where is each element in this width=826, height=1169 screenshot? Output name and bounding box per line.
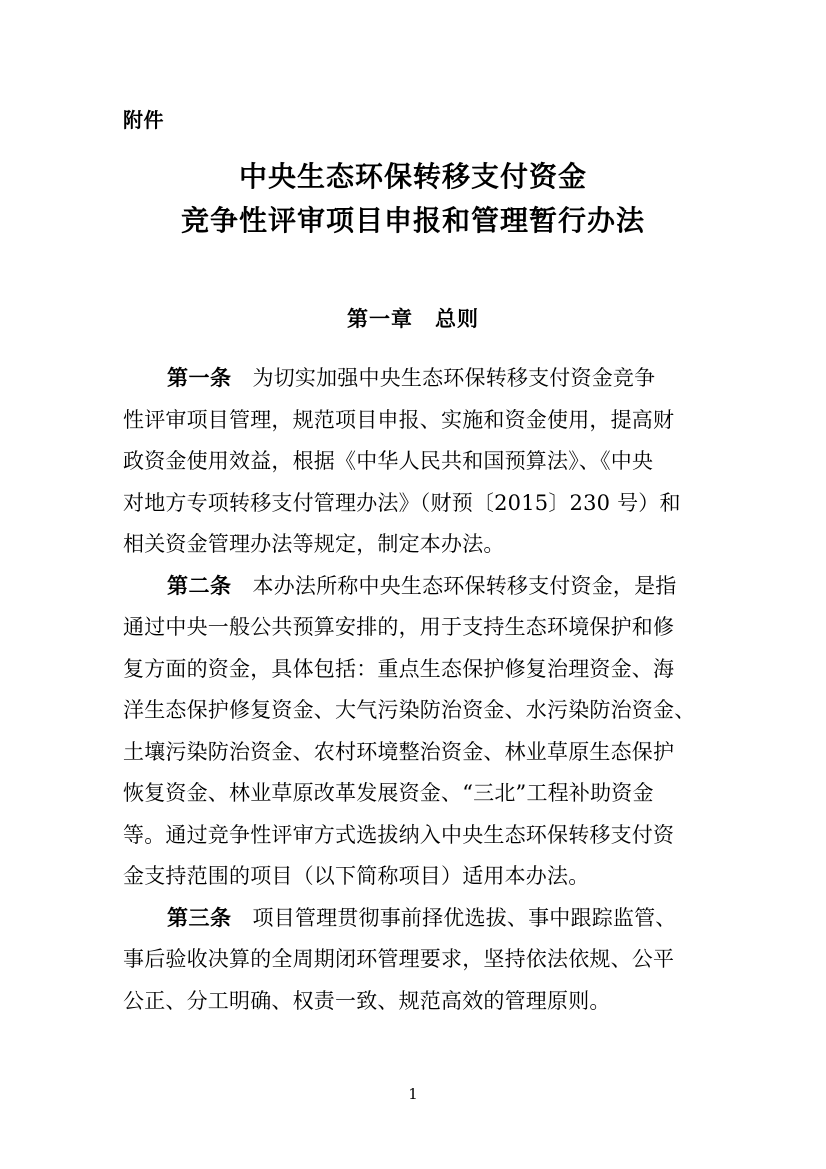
article-2-number: 第二条 bbox=[167, 573, 232, 598]
article-3-line-2: 事后验收决算的全周期闭环管理要求，坚持依法依规、公平 bbox=[123, 947, 675, 971]
article-1-number: 第一条 bbox=[167, 366, 232, 390]
article-2 bbox=[123, 566, 705, 898]
article-3-line-3: 公正、分工明确、权责一致、规范高效的管理原则。 bbox=[123, 988, 611, 1013]
document-body bbox=[123, 358, 705, 1022]
page-number: 1 bbox=[408, 1085, 418, 1103]
chapter-heading: 第一章 总则 bbox=[347, 307, 479, 331]
article-1 bbox=[123, 358, 705, 566]
article-2-line-2: 通过中央一般公共预算安排的，用于支持生态环境保护和修 bbox=[123, 615, 675, 639]
article-3-line-1 bbox=[123, 898, 705, 940]
article-1-line-2: 性评审项目管理，规范项目申报、实施和资金使用，提高财 bbox=[123, 407, 675, 432]
article-2-line-7: 等。通过竞争性评审方式选拔纳入中央生态环保转移支付资 bbox=[123, 822, 675, 847]
article-2-line-1 bbox=[123, 566, 705, 608]
article-1-line-1 bbox=[123, 358, 705, 400]
article-2-text-1: 本办法所称中央生态环保转移支付资金，是指 bbox=[252, 573, 677, 598]
article-3-text-1: 项目管理贯彻事前择优选拔、事中跟踪监管、 bbox=[252, 905, 677, 930]
article-2-line-3: 复方面的资金，具体包括：重点生态保护修复治理资金、海 bbox=[123, 656, 675, 681]
article-1-line-5: 相关资金管理办法等规定，制定本办法。 bbox=[123, 532, 505, 556]
article-2-line-4: 洋生态保护修复资金、大气污染防治资金、水污染防治资金、 bbox=[123, 698, 696, 722]
article-2-line-5: 土壤污染防治资金、农村环境整治资金、林业草原生态保护 bbox=[123, 739, 675, 764]
article-1-text-1: 为切实加强中央生态环保转移支付资金竞争 bbox=[252, 366, 656, 390]
article-3-number: 第三条 bbox=[167, 905, 232, 930]
article-1-line-3: 政资金使用效益，根据《中华人民共和国预算法》、《中央 bbox=[123, 449, 654, 473]
article-3 bbox=[123, 898, 705, 1023]
document-title bbox=[0, 155, 826, 243]
document-title-line-1: 中央生态环保转移支付资金 bbox=[238, 160, 587, 193]
article-1-line-4: 对地方专项转移支付管理办法》（财预〔2015〕230 号）和 bbox=[123, 490, 681, 515]
attachment-label: 附件 bbox=[123, 108, 164, 132]
article-2-line-8: 金支持范围的项目（以下简称项目）适用本办法。 bbox=[123, 864, 590, 888]
document-title-line-2: 竞争性评审项目申报和管理暂行办法 bbox=[180, 204, 645, 237]
article-2-line-6: 恢复资金、林业草原改革发展资金、“三北”工程补助资金 bbox=[123, 781, 654, 805]
